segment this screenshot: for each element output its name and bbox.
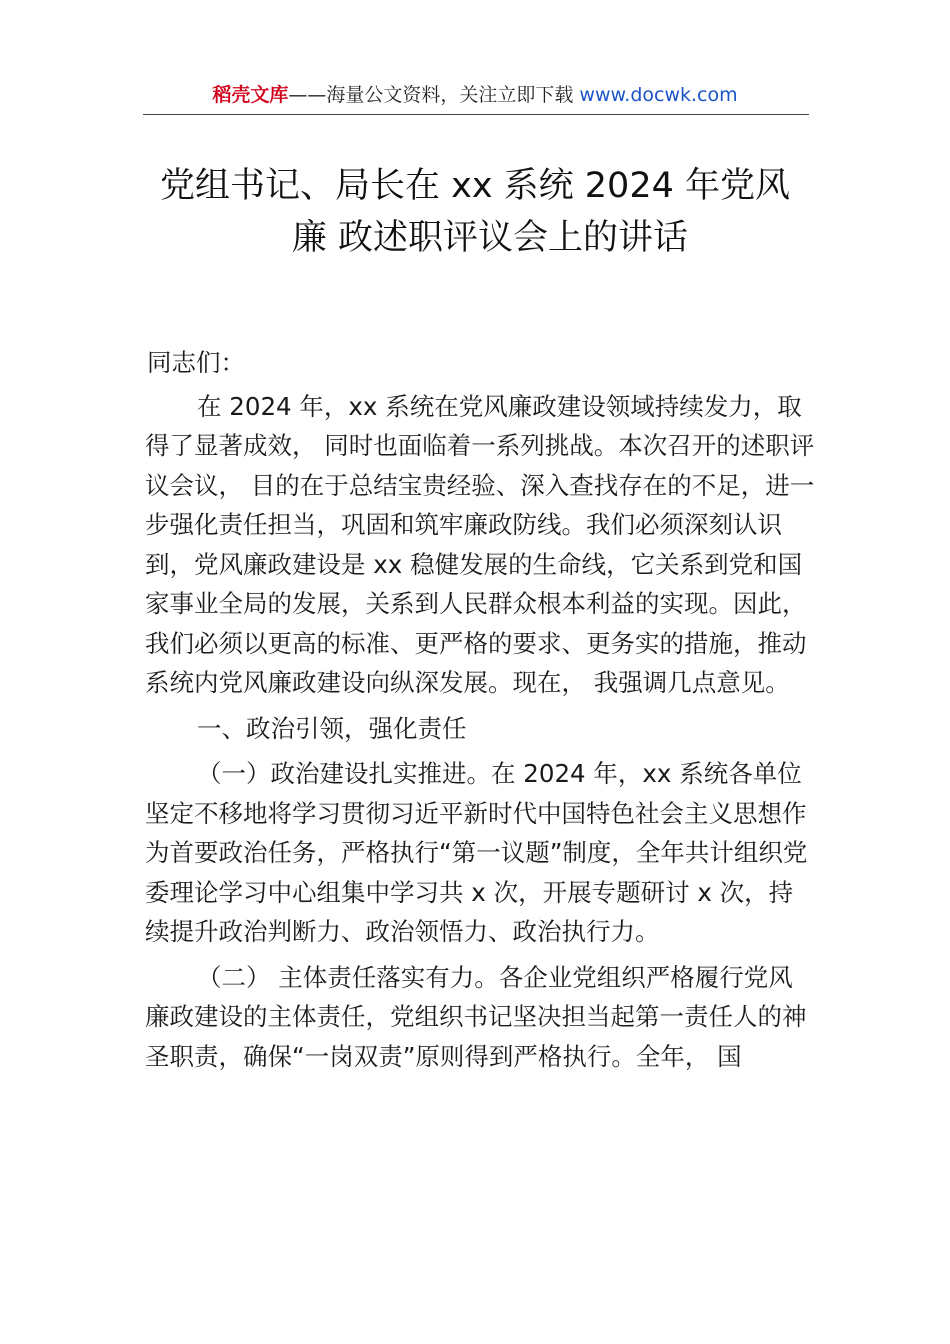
salutation: 同志们： — [147, 348, 245, 377]
site-link[interactable]: www.docwk.com — [579, 84, 738, 106]
document-header — [0, 82, 950, 108]
page-title — [120, 160, 830, 264]
title-line-1: 党组书记、局长在 xx 系统 2024 年党风 — [159, 166, 790, 206]
section-heading: 一、政治引领，强化责任 — [197, 713, 467, 743]
paragraph-main-responsibility: （二） 主体责任落实有力。各企业党组织严格履行党风廉政建设的主体责任，党组织书记坚决担当起第一责任人的神圣职责，确保“一岗双责”原则得到严格执行。全年， 国 — [145, 962, 807, 1071]
paragraph-political-building: （一）政治建设扎实推进。在 2024 年，xx 系统各单位坚定不移地将学习贯彻习近平新时代中国特色社会主义思想作为首要政治任务，严格执行“第一议题”制度，全年共计组织党委理论学习中心组集中学习共 x 次，开展专题研讨 x 次，持续提升政治判断力、政治领悟力、政治执行力。 — [145, 759, 808, 946]
header-divider — [143, 114, 809, 115]
document-body — [145, 343, 815, 1076]
paragraph-intro: 在 2024 年，xx 系统在党风廉政建设领域持续发力，取得了显著成效， 同时也面临着一系列挑战。本次召开的述职评议会议， 目的在于总结宝贵经验、深入查找存在的不足，进一步强化责任担当，巩固和筑牢廉政防线。我们必须深刻认识到，党风廉政建设是 xx 稳健发展的生命线，它关系到党和国家事业全局的发展，关系到人民群众根本利益的实现。因此，我们必须以更高的标准、更严格的要求、更务实的措施，推动系统内党风廉政建设向纵深发展。现在， 我强调几点意见。 — [145, 391, 815, 697]
title-line-2: 廉 政述职评议会上的讲话 — [291, 218, 689, 258]
brand-name: 稻壳文库 — [212, 84, 289, 106]
header-tagline: ——海量公文资料，关注立即下载 — [288, 84, 580, 106]
